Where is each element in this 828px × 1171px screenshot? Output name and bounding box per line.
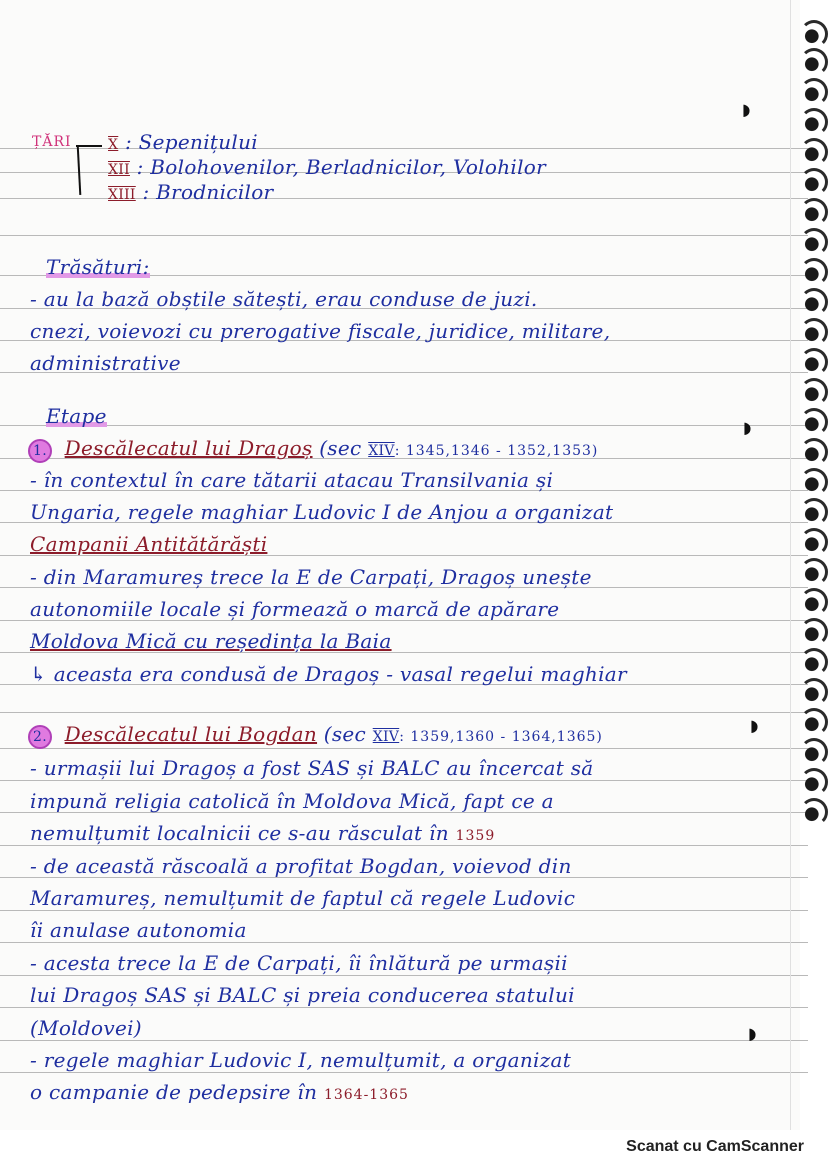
camscanner-watermark: Scanat cu CamScanner <box>626 1138 804 1155</box>
spiral-ring-icon <box>800 558 828 586</box>
spiral-ring-icon <box>800 408 828 436</box>
spiral-ring-icon <box>800 438 828 466</box>
ruled-line <box>0 910 808 911</box>
spiral-ring-icon <box>800 78 828 106</box>
stage1-line: Moldova Mică cu reședința la Baia <box>30 629 392 653</box>
stage1-line: - din Maramureș trece la E de Carpați, Dragoș unește <box>30 565 592 589</box>
hole-mark-icon: ◗ <box>748 1024 757 1043</box>
stage2-line <box>30 1080 409 1104</box>
hole-mark-icon: ◗ <box>750 716 759 735</box>
century-label: XIV <box>368 443 395 459</box>
spiral-ring-icon <box>800 318 828 346</box>
spiral-ring-icon <box>800 258 828 286</box>
stages-heading <box>46 404 107 428</box>
spiral-ring-icon <box>800 498 828 526</box>
tari-label: ȚĂRI <box>32 134 72 150</box>
spiral-ring-icon <box>800 678 828 706</box>
stage2-line: (Moldovei) <box>30 1016 142 1040</box>
hole-mark-icon: ◗ <box>742 100 751 119</box>
stages-heading-text: Etape <box>46 404 107 428</box>
stage2-line-text: o campanie de pedepsire în <box>30 1080 318 1104</box>
ruled-line <box>0 235 808 236</box>
spiral-ring-icon <box>800 20 828 48</box>
stage1-line: Ungaria, regele maghiar Ludovic I de Anjou a organizat <box>30 500 614 524</box>
spiral-ring-icon <box>800 798 828 826</box>
ruled-line <box>0 1072 808 1073</box>
bracket-decoration <box>76 145 102 147</box>
stage2-line: - urmașii lui Dragoș a fost SAS și BALC au încercat să <box>30 756 594 780</box>
spiral-ring-icon <box>800 528 828 556</box>
ruled-line <box>0 845 808 846</box>
traits-line: administrative <box>30 351 181 375</box>
header-item-text: : Sepenițului <box>124 130 258 154</box>
header-item-text: : Bolohovenilor, Berladnicilor, Volohilor <box>136 155 546 179</box>
stage1-title: Descălecatul lui Dragoș <box>64 436 313 460</box>
spiral-ring-icon <box>800 228 828 256</box>
stage-number-badge: 2. <box>28 725 52 749</box>
stage2-line <box>30 821 495 845</box>
spiral-ring-icon <box>800 378 828 406</box>
stage2-line: - regele maghiar Ludovic I, nemulțumit, a organizat <box>30 1048 572 1072</box>
stage2-line: impună religia catolică în Moldova Mică, fapt ce a <box>30 789 554 813</box>
century-label: XIII <box>108 187 136 203</box>
stage2-title-row <box>28 722 603 749</box>
header-item-text: : Brodnicilor <box>142 180 274 204</box>
ruled-line <box>0 942 808 943</box>
century-label: XIV <box>372 729 400 745</box>
traits-heading-text: Trăsături: <box>46 255 150 279</box>
spiral-ring-icon <box>800 768 828 796</box>
spiral-binding <box>798 0 828 1130</box>
ruled-line <box>0 712 808 713</box>
century-prefix: (sec <box>323 722 367 746</box>
ruled-line <box>0 1007 808 1008</box>
spiral-ring-icon <box>800 48 828 76</box>
spiral-ring-icon <box>800 468 828 496</box>
stage2-line: îi anulase autonomia <box>30 918 247 942</box>
stage1-dates: : 1345,1346 - 1352,1353) <box>394 443 599 459</box>
stage2-line-text: nemulțumit localnicii ce s-au răsculat în <box>30 821 449 845</box>
year-campaign: 1364-1365 <box>323 1087 409 1103</box>
stage2-line: Maramureș, nemulțumit de faptul că regele Ludovic <box>30 886 576 910</box>
stage2-line: - de această răscoală a profitat Bogdan, voievod din <box>30 854 572 878</box>
century-label: X <box>108 137 119 153</box>
spiral-ring-icon <box>800 588 828 616</box>
ruled-line <box>0 975 808 976</box>
traits-line: - au la bază obștile sătești, erau conduse de juzi. <box>30 287 538 311</box>
stage1-line: autonomiile locale și formează o marcă de apărare <box>30 597 560 621</box>
year-revolt: 1359 <box>455 828 496 844</box>
header-item <box>108 180 273 204</box>
traits-heading <box>46 255 150 279</box>
spiral-ring-icon <box>800 108 828 136</box>
spiral-ring-icon <box>800 348 828 376</box>
header-item <box>108 130 258 154</box>
century-prefix: (sec <box>319 436 362 460</box>
ruled-line <box>0 780 808 781</box>
spiral-ring-icon <box>800 288 828 316</box>
stage2-line: - acesta trece la E de Carpați, îi înlătură pe urmașii <box>30 951 568 975</box>
stage1-title-row <box>28 436 598 463</box>
stage1-line: - în contextul în care tătarii atacau Transilvania și <box>30 468 554 492</box>
ruled-line <box>0 425 808 426</box>
spiral-ring-icon <box>800 648 828 676</box>
spiral-ring-icon <box>800 198 828 226</box>
stage2-line: lui Dragoș SAS și BALC și preia conducerea statului <box>30 983 575 1007</box>
stage-number-badge: 1. <box>28 439 52 463</box>
margin-line <box>790 0 791 1130</box>
spiral-ring-icon <box>800 138 828 166</box>
century-label: XII <box>108 162 130 178</box>
spiral-ring-icon <box>800 708 828 736</box>
spiral-ring-icon <box>800 738 828 766</box>
spiral-ring-icon <box>800 618 828 646</box>
spiral-ring-icon <box>800 168 828 196</box>
hole-mark-icon: ◗ <box>743 418 752 437</box>
stage1-line: Campanii Antitătărăști <box>30 532 268 556</box>
traits-line: cnezi, voievozi cu prerogative fiscale, juridice, militare, <box>30 319 611 343</box>
header-item <box>108 155 546 179</box>
stage2-title: Descălecatul lui Bogdan <box>64 722 318 746</box>
ruled-line <box>0 1040 808 1041</box>
stage1-line: ↳ aceasta era condusă de Dragoș - vasal regelui maghiar <box>30 662 627 686</box>
stage2-dates: : 1359,1360 - 1364,1365) <box>399 729 603 745</box>
